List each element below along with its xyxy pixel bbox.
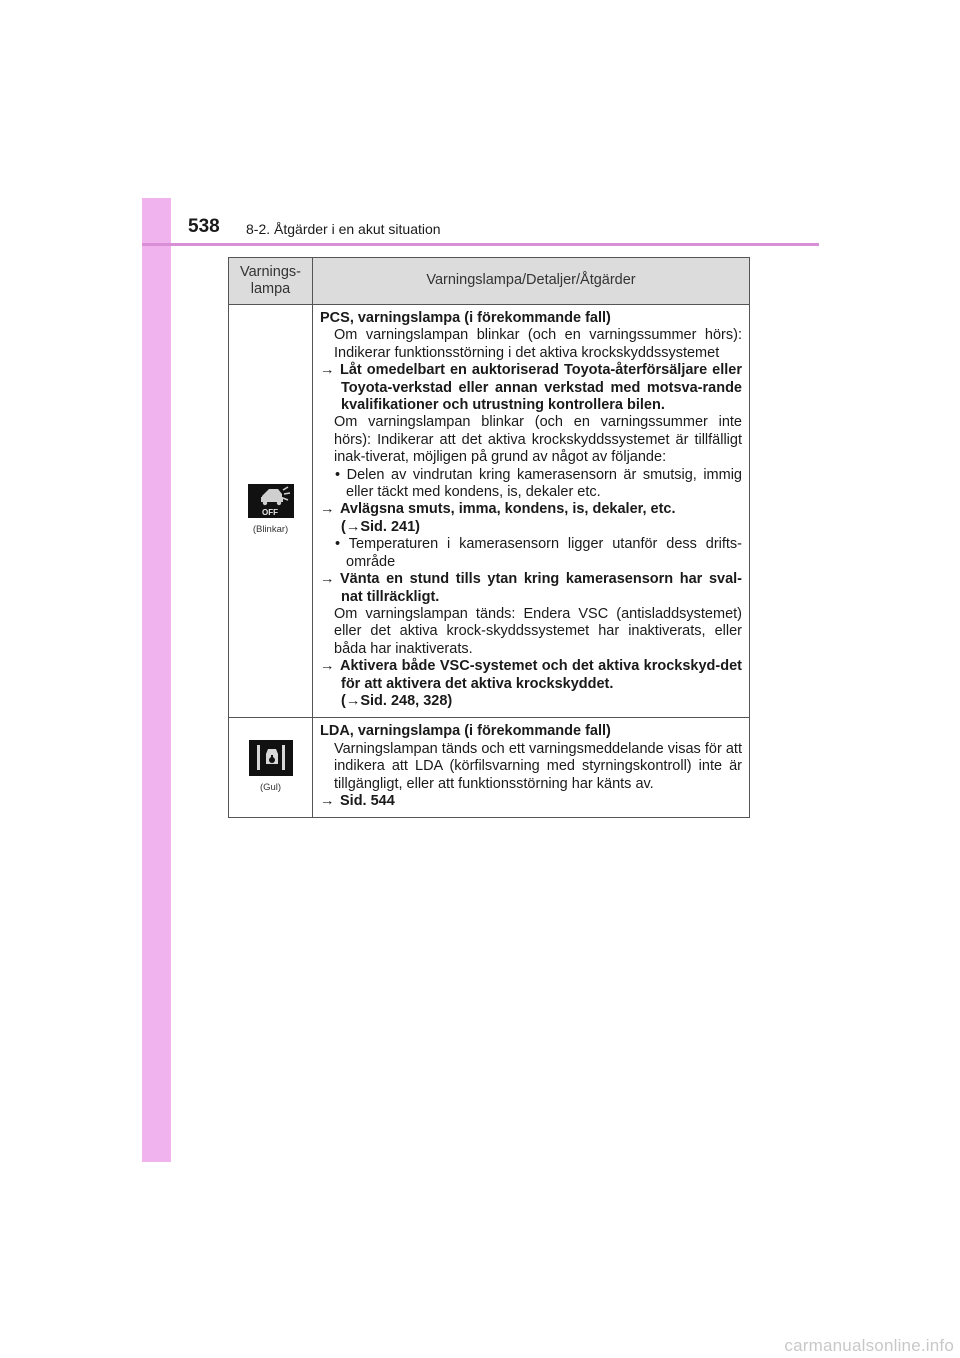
table-row <box>229 718 750 818</box>
pcs-action-3: → Vänta en stund tills ytan kring kamerasensorn har sval-nat tillräckligt. <box>320 571 742 605</box>
page-number: 538 <box>188 216 220 237</box>
lda-warning-icon <box>249 740 293 776</box>
pcs-action-4-ref[interactable]: (→Sid. 248, 328) <box>341 692 453 709</box>
section-title: 8-2. Åtgärder i en akut situation <box>246 221 441 237</box>
lda-action-1[interactable]: → Sid. 544 <box>320 792 395 809</box>
arrow-icon: → <box>320 362 335 379</box>
pcs-action-2-ref[interactable]: (→Sid. 241) <box>341 518 420 535</box>
page-header <box>188 216 818 246</box>
lda-icon-caption: (Gul) <box>259 781 282 793</box>
arrow-icon: → <box>320 571 335 588</box>
lamp-cell <box>229 305 313 718</box>
column-header-details: Varningslampa/Detaljer/Åtgärder <box>313 258 750 305</box>
arrow-icon: → <box>345 518 361 535</box>
warning-lamp-table <box>228 257 750 818</box>
lda-title: LDA, varningslampa (i förekommande fall) <box>320 723 611 740</box>
header-divider <box>142 243 819 246</box>
arrow-icon: → <box>320 501 335 518</box>
pcs-details-cell <box>313 305 750 718</box>
pcs-condition-3: Om varningslampan tänds: Endera VSC (antisladdsystemet) eller det aktiva krock-skyddssystemet har inaktiverats, eller båda har inaktiverats. <box>334 605 742 657</box>
pcs-title: PCS, varningslampa (i förekommande fall) <box>320 310 611 326</box>
lda-details-cell <box>313 718 750 818</box>
column-header-lamp-line2: lampa <box>250 281 291 297</box>
pcs-action-4: → Aktivera både VSC-systemet och det aktiva krockskyd-det för att aktivera det aktiva krockskyddet. <box>320 658 742 692</box>
lda-condition-1: Varningslampan tänds och ett varningsmeddelande visas för att indikera att LDA (körfilsvarning med styrningskontroll) inte är tillgängligt, eller att funktionsstörning har känts av. <box>334 740 742 792</box>
watermark: carmanualsonline.info <box>784 1336 954 1355</box>
pcs-icon-caption: (Blinkar) <box>252 523 289 535</box>
arrow-icon: → <box>320 658 335 675</box>
svg-text:OFF: OFF <box>261 507 278 517</box>
pcs-cause-1: • Delen av vindrutan kring kamerasensorn är smutsig, immig eller täckt med kondens, is, dekaler etc. <box>335 466 742 501</box>
pcs-cause-2: • Temperaturen i kamerasensorn ligger utanför dess drifts-område <box>335 536 743 570</box>
pcs-action-2: → Avlägsna smuts, imma, kondens, is, dekaler, etc. <box>320 501 676 518</box>
arrow-icon: → <box>320 792 335 809</box>
chapter-sidebar-tab <box>142 198 171 1162</box>
arrow-icon: → <box>345 692 361 709</box>
lamp-cell <box>229 718 313 818</box>
table-header-row <box>229 258 750 305</box>
pcs-condition-2: Om varningslampan blinkar (och en varningssummer inte hörs): Indikerar att det aktiva krockskyddssystemet är tillfälligt inak-tiverat, möjligen på grund av något av följande: <box>334 414 742 466</box>
pcs-warning-icon <box>248 484 294 518</box>
pcs-condition-1: Om varningslampan blinkar (och en varningssummer hörs): Indikerar funktionsstörning i det aktiva krockskyddssystemet <box>334 327 742 361</box>
pcs-action-1: → Låt omedelbart en auktoriserad Toyota-återförsäljare eller Toyota-verkstad eller annan verkstad med motsva-rande kvalifikationer och utrustning kontrollera bilen. <box>320 362 742 414</box>
column-header-lamp-line1: Varnings- <box>240 264 301 280</box>
table-row <box>229 305 750 718</box>
column-header-lamp <box>229 258 313 305</box>
